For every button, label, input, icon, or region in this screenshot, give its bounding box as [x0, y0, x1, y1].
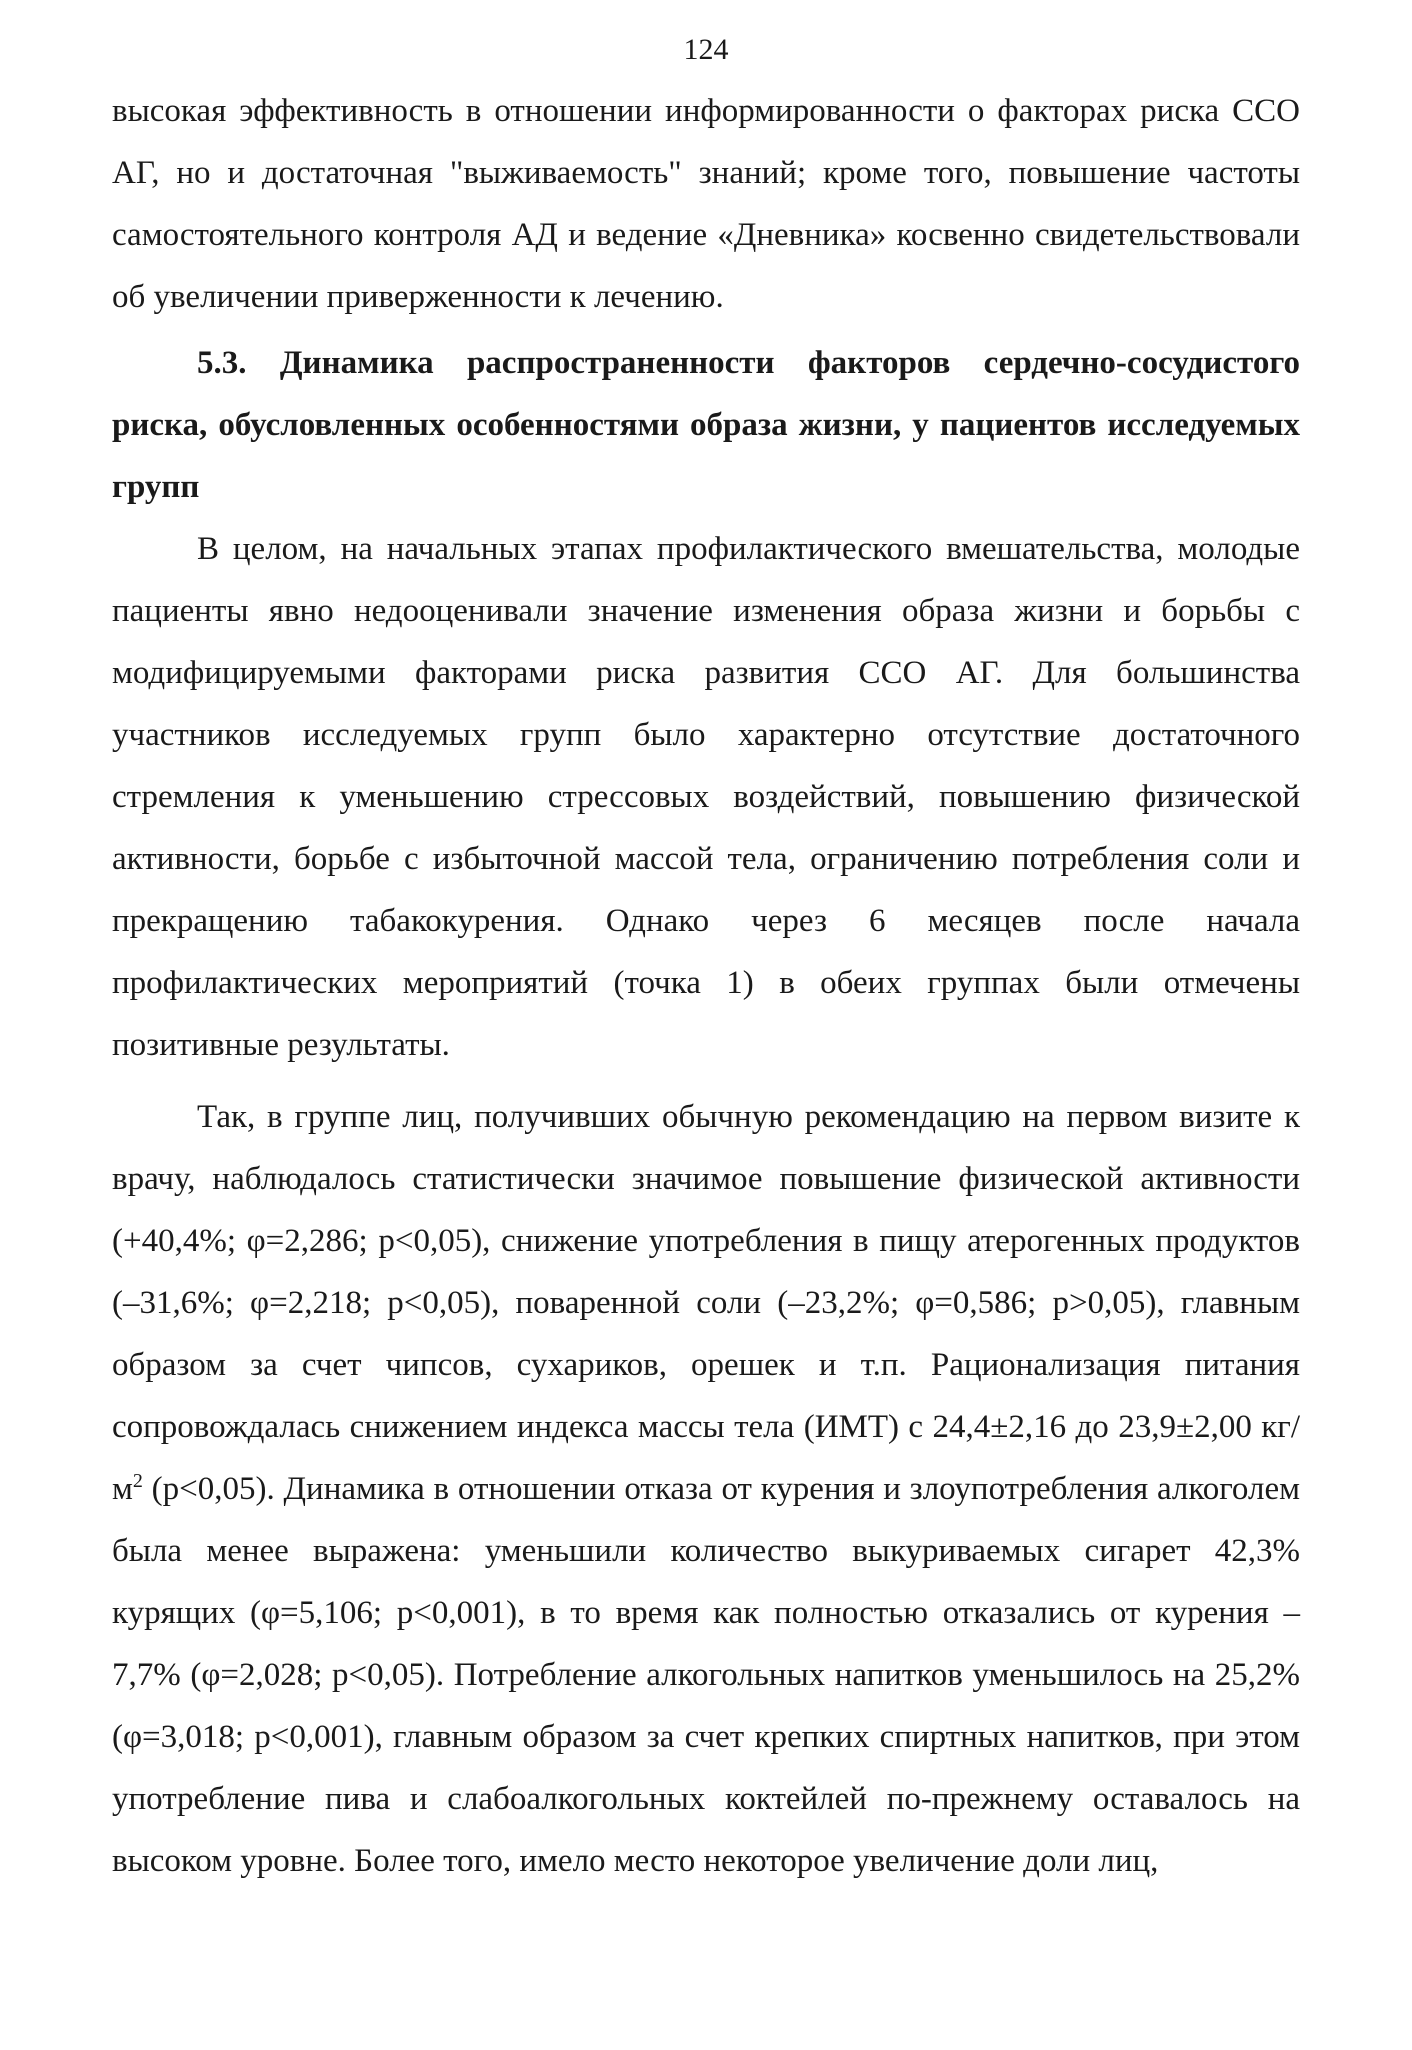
results-text-part-2: (p<0,05). Динамика в отношении отказа от курения и злоупотребления алкоголем была менее выражена: уменьшили количество выкуриваемых сигарет 42,3% курящих (φ=5,106; p<0,001), в то время как полностью отказались от курения – 7,7% (φ=2,028; p<0,05). Потребление алкогольных напитков уменьшилось на 25,2% (φ=3,018; p<0,001), главным образом за счет крепких спиртных напитков, при этом употребление пива и слабоалкогольных коктейлей по-прежнему оставалось на высоком уровне. Более того, имело место некоторое увеличение доли лиц, [112, 1471, 1300, 1879]
section-heading: 5.3. Динамика распространенности факторов сердечно-сосудистого риска, обусловленных особенностями образа жизни, у пациентов исследуемых групп [112, 345, 1300, 505]
paragraph-overview: В целом, на начальных этапах профилактического вмешательства, молодые пациенты явно недооценивали значение изменения образа жизни и борьбы с модифицируемыми факторами риска развития ССО АГ. Для большинства участников исследуемых групп было характерно отсутствие достаточного стремления к уменьшению стрессовых воздействий, повышению физической активности, борьбе с избыточной массой тела, ограничению потребления соли и прекращению табакокурения. Однако через 6 месяцев после начала профилактических мероприятий (точка 1) в обеих группах были отмечены позитивные результаты. [112, 531, 1300, 1063]
results-text-part-1: Так, в группе лиц, получивших обычную рекомендацию на первом визите к врачу, наблюдалось статистически значимое повышение физической активности (+40,4%; φ=2,286; p<0,05), снижение употребления в пищу атерогенных продуктов (–31,6%; φ=2,218; p<0,05), поваренной соли (–23,2%; φ=0,586; p>0,05), главным образом за счет чипсов, сухариков, орешек и т.п. Рационализация питания сопровождалась снижением индекса массы тела (ИМТ) с 24,4±2,16 до 23,9±2,00 кг/м [112, 1099, 1300, 1507]
intro-paragraph: высокая эффективность в отношении информированности о факторах риска ССО АГ, но и достаточная "выживаемость" знаний; кроме того, повышение частоты самостоятельного контроля АД и ведение «Дневника» косвенно свидетельствовали об увеличении приверженности к лечению. [112, 93, 1300, 315]
unit-superscript: 2 [132, 1470, 143, 1492]
body-text [112, 80, 1300, 1892]
paragraph-results [112, 1086, 1300, 1892]
page-number: 124 [683, 33, 729, 66]
